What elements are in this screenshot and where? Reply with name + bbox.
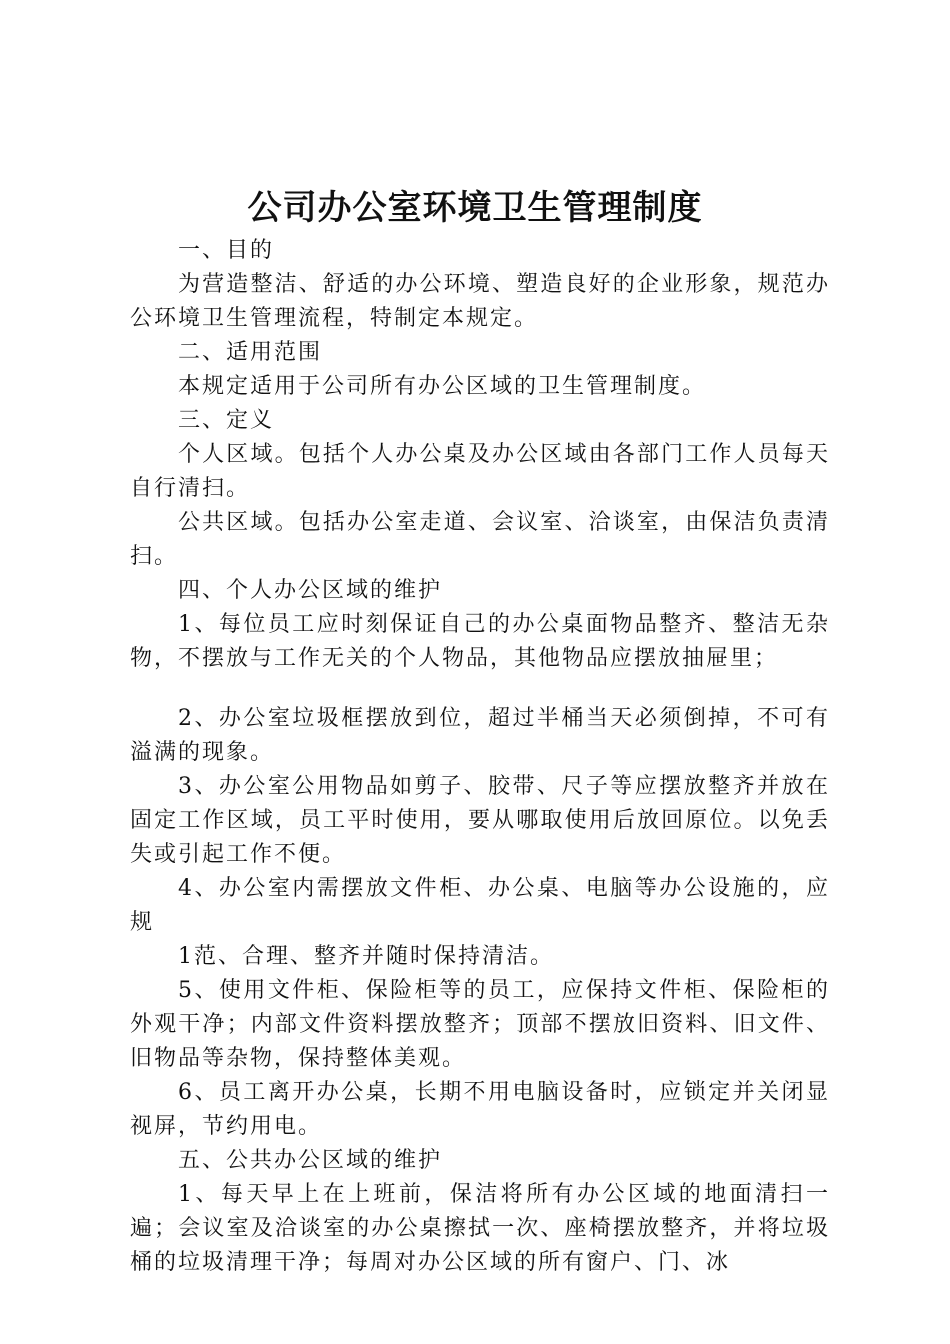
- section-heading-scope: 二、适用范围: [178, 340, 323, 365]
- section-heading-public-maintenance: 五、公共办公区域的维护: [178, 1148, 443, 1173]
- paragraph-personal-item-2: 2、办公室垃圾框摆放到位，超过半桶当天必须倒掉，不可有溢满的现象。: [130, 706, 830, 765]
- paragraph-personal-item-6: 6、员工离开办公桌，长期不用电脑设备时，应锁定并关闭显视屏，节约用电。: [130, 1080, 830, 1139]
- section-heading-personal-maintenance: 四、个人办公区域的维护: [178, 578, 443, 603]
- paragraph-purpose: 为营造整洁、舒适的办公环境、塑造良好的企业形象，规范办公环境卫生管理流程，特制定本规定。: [130, 272, 830, 331]
- paragraph-personal-item-1: 1、每位员工应时刻保证自己的办公桌面物品整齐、整洁无杂物，不摆放与工作无关的个人物品，其他物品应摆放抽屉里；: [130, 612, 830, 671]
- document-title: 公司办公室环境卫生管理制度: [247, 188, 703, 228]
- section-heading-definition: 三、定义: [178, 408, 275, 433]
- paragraph-public-item-1: 1、每天早上在上班前，保洁将所有办公区域的地面清扫一遍；会议室及洽谈室的办公桌擦拭一次、座椅摆放整齐，并将垃圾桶的垃圾清理干净；每周对办公区域的所有窗户、门、冰: [130, 1182, 830, 1275]
- document-body: [130, 234, 830, 1280]
- paragraph-personal-area: 个人区域。包括个人办公桌及办公区域由各部门工作人员每天自行清扫。: [130, 442, 830, 501]
- paragraph-personal-item-5: 5、使用文件柜、保险柜等的员工，应保持文件柜、保险柜的外观干净；内部文件资料摆放整齐；顶部不摆放旧资料、旧文件、旧物品等杂物，保持整体美观。: [130, 978, 830, 1071]
- paragraph-personal-item-4: 4、办公室内需摆放文件柜、办公桌、电脑等办公设施的，应规: [130, 876, 830, 935]
- paragraph-scope: 本规定适用于公司所有办公区域的卫生管理制度。: [178, 374, 707, 399]
- blank-line: [130, 676, 830, 702]
- section-heading-purpose: 一、目的: [178, 238, 275, 263]
- paragraph-personal-item-3: 3、办公室公用物品如剪子、胶带、尺子等应摆放整齐并放在固定工作区域，员工平时使用，要从哪取使用后放回原位。以免丢失或引起工作不便。: [130, 774, 830, 867]
- paragraph-public-area: 公共区域。包括办公室走道、会议室、洽谈室，由保洁负责清扫。: [130, 510, 830, 569]
- paragraph-personal-item-4-continued: 1范、合理、整齐并随时保持清洁。: [178, 944, 554, 969]
